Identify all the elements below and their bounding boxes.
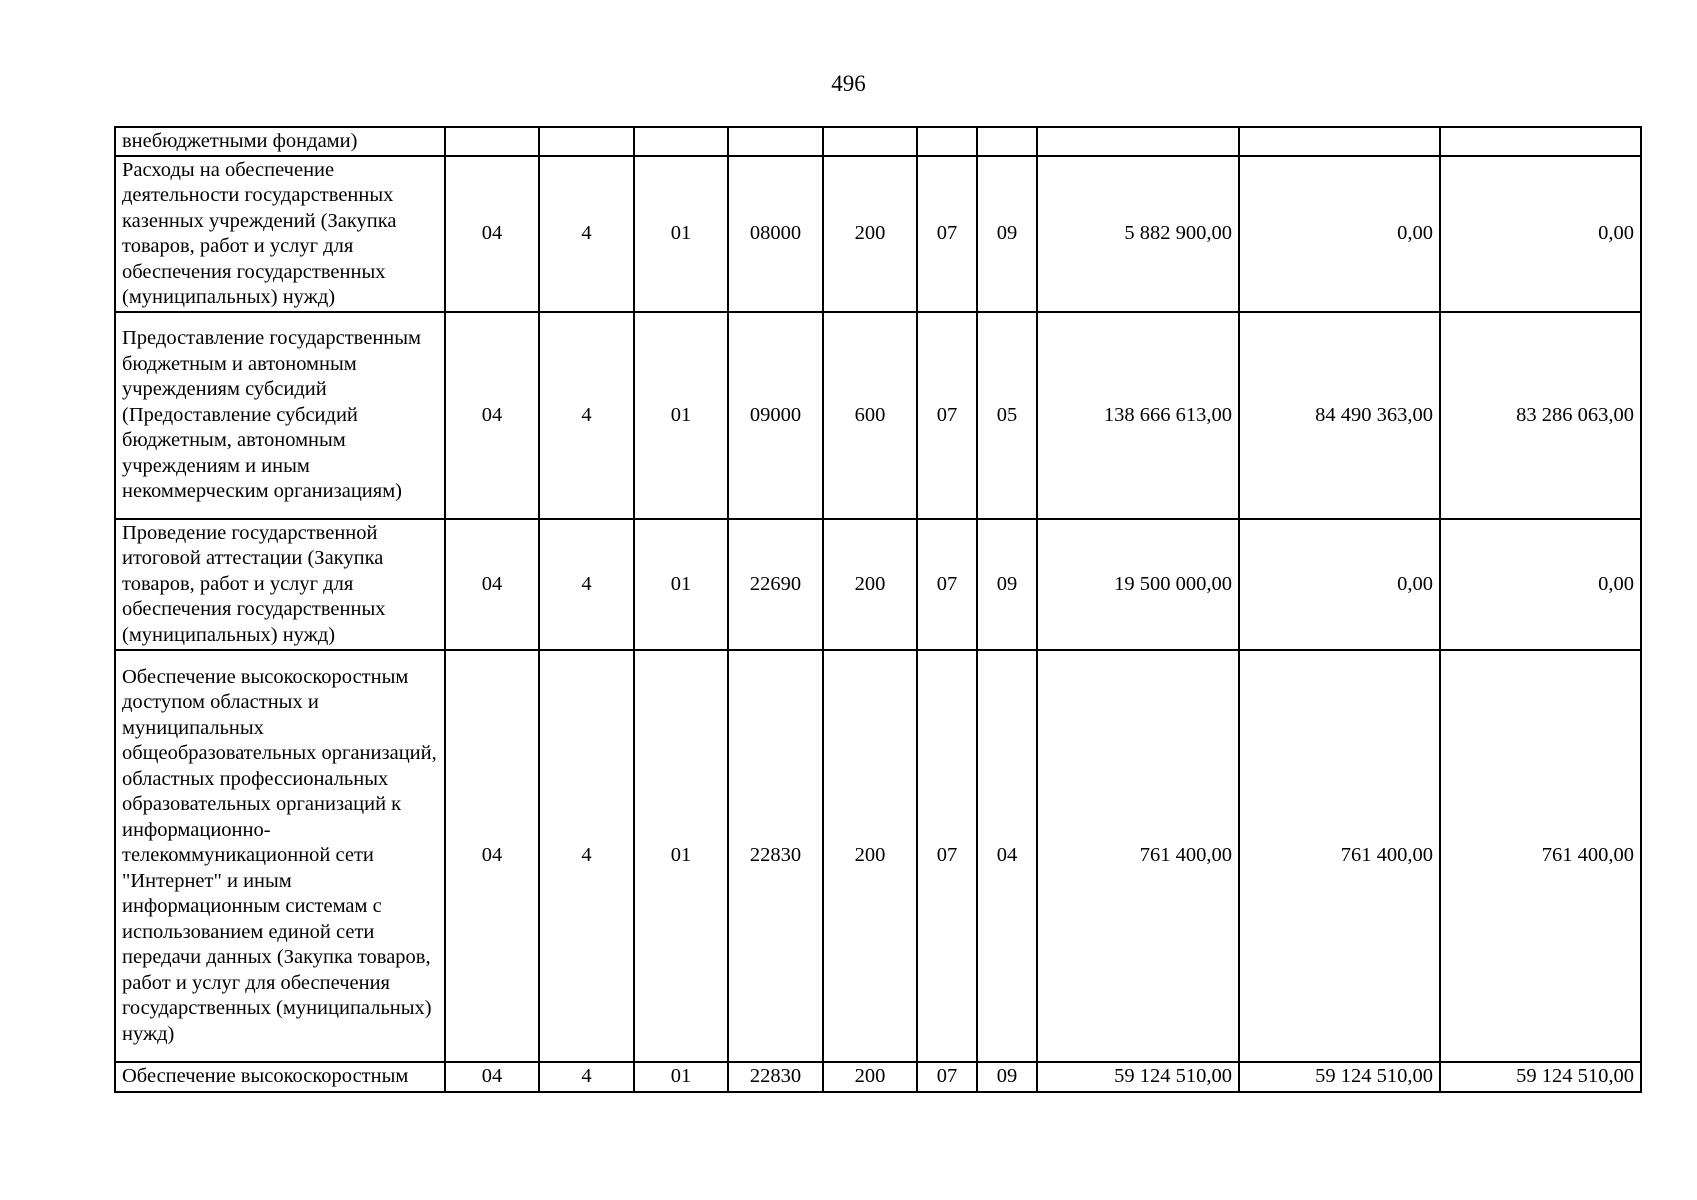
amount-cell: 59 124 510,00 [1440,1062,1641,1092]
code-cell: 04 [445,156,539,312]
code-cell: 05 [977,312,1037,519]
code-cell: 01 [634,650,728,1062]
row-description: Расходы на обеспечение деятельности государственных казенных учреждений (Закупка товаров, работ и услуг для обеспечения государственных (муниципальных) нужд) [115,156,445,312]
amount-cell [1440,127,1641,156]
amount-cell [1037,127,1239,156]
code-cell: 01 [634,1062,728,1092]
amount-cell: 138 666 613,00 [1037,312,1239,519]
amount-cell: 0,00 [1239,519,1440,650]
amount-cell: 59 124 510,00 [1239,1062,1440,1092]
code-cell: 07 [917,650,977,1062]
table-row [115,1062,1641,1092]
table-row [115,650,1641,1062]
code-cell: 200 [823,156,917,312]
page-number: 496 [831,71,866,96]
code-cell: 4 [539,519,634,650]
amount-cell: 5 882 900,00 [1037,156,1239,312]
code-cell: 4 [539,156,634,312]
code-cell: 22830 [728,1062,823,1092]
code-cell: 09000 [728,312,823,519]
code-cell: 4 [539,1062,634,1092]
code-cell: 4 [539,650,634,1062]
code-cell: 09 [977,519,1037,650]
code-cell: 08000 [728,156,823,312]
code-cell: 600 [823,312,917,519]
table-row [115,312,1641,519]
amount-cell: 59 124 510,00 [1037,1062,1239,1092]
amount-cell: 19 500 000,00 [1037,519,1239,650]
row-description: Обеспечение высокоскоростным [115,1062,445,1092]
row-description: Проведение государственной итоговой аттестации (Закупка товаров, работ и услуг для обеспечения государственных (муниципальных) нужд) [115,519,445,650]
code-cell: 09 [977,156,1037,312]
code-cell [823,127,917,156]
amount-cell: 761 400,00 [1239,650,1440,1062]
code-cell: 22690 [728,519,823,650]
amount-cell: 0,00 [1239,156,1440,312]
amount-cell: 761 400,00 [1037,650,1239,1062]
code-cell: 01 [634,312,728,519]
code-cell: 200 [823,519,917,650]
code-cell: 200 [823,650,917,1062]
code-cell [634,127,728,156]
code-cell: 01 [634,519,728,650]
amount-cell: 83 286 063,00 [1440,312,1641,519]
amount-cell: 0,00 [1440,519,1641,650]
code-cell: 01 [634,156,728,312]
table-row [115,127,1641,156]
code-cell [977,127,1037,156]
table-row [115,519,1641,650]
amount-cell: 761 400,00 [1440,650,1641,1062]
code-cell: 04 [445,1062,539,1092]
code-cell: 07 [917,519,977,650]
code-cell: 04 [445,650,539,1062]
code-cell: 04 [445,519,539,650]
code-cell [445,127,539,156]
code-cell: 4 [539,312,634,519]
code-cell: 04 [445,312,539,519]
code-cell [539,127,634,156]
code-cell: 07 [917,312,977,519]
table-row [115,156,1641,312]
row-description: внебюджетными фондами) [115,127,445,156]
code-cell: 09 [977,1062,1037,1092]
code-cell [917,127,977,156]
code-cell: 04 [977,650,1037,1062]
row-description: Предоставление государственным бюджетным и автономным учреждениям субсидий (Предоставление субсидий бюджетным, автономным учреждениям и иным некоммерческим организациям) [115,312,445,519]
amount-cell: 0,00 [1440,156,1641,312]
code-cell: 200 [823,1062,917,1092]
code-cell [728,127,823,156]
amount-cell: 84 490 363,00 [1239,312,1440,519]
row-description: Обеспечение высокоскоростным доступом областных и муниципальных общеобразовательных организаций, областных профессиональных образовательных организаций к информационно-телекоммуникационной сети "Интернет" и иным информационным системам с использованием единой сети передачи данных (Закупка товаров, работ и услуг для обеспечения государственных (муниципальных) нужд) [115,650,445,1062]
amount-cell [1239,127,1440,156]
budget-table [114,126,1642,1093]
code-cell: 07 [917,156,977,312]
code-cell: 07 [917,1062,977,1092]
code-cell: 22830 [728,650,823,1062]
